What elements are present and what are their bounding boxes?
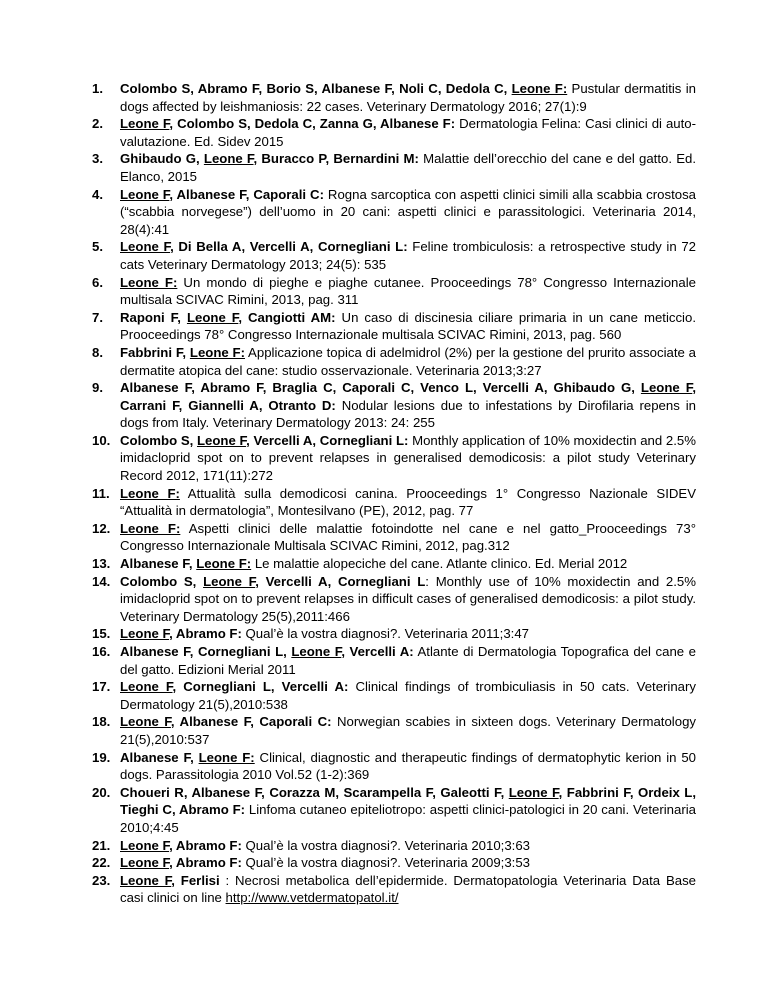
reference-authors <box>120 714 332 729</box>
reference-authors <box>120 679 348 694</box>
reference-authors <box>120 486 180 501</box>
author-names: Colombo S, <box>120 432 197 448</box>
author-names: , Cornegliani L, Vercelli A: <box>172 679 349 695</box>
reference-number: 5. <box>92 239 103 255</box>
reference-number: 15. <box>92 626 111 642</box>
reference-number: 20. <box>92 784 111 800</box>
reference-authors <box>120 151 419 166</box>
author-names: , Cangiotti AM: <box>238 309 336 325</box>
reference-item <box>92 872 696 907</box>
reference-item <box>92 309 696 344</box>
author-names: Choueri R, Albanese F, Corazza M, Scarampella F, Galeotti F, <box>120 784 509 800</box>
author-names: , Albanese F, Caporali C: <box>170 714 332 730</box>
author-names: , Carrani F, Giannelli A, Otranto D: <box>120 380 696 413</box>
reference-item <box>92 520 696 555</box>
reference-citation: : Necrosi metabolica dell’epidermide. Dermatopatologia Veterinaria Data Base casi clinici on line <box>120 872 697 906</box>
reference-number: 3. <box>92 151 103 167</box>
reference-authors <box>120 239 408 254</box>
reference-citation: Clinical, diagnostic and therapeutic findings of dermatophytic kerion in 50 dogs. Parassitologia 2010 Vol.52 (1-2):369 <box>120 749 696 783</box>
reference-item <box>92 678 696 713</box>
highlighted-author: Leone F <box>291 644 342 659</box>
reference-number: 22. <box>92 855 111 871</box>
reference-citation: Pustular dermatitis in dogs affected by leishmaniosis: 22 cases. Veterinary Dermatology 2016; 27(1):9 <box>120 81 696 114</box>
reference-number: 13. <box>92 556 111 572</box>
highlighted-author: Leone F <box>508 784 559 800</box>
reference-citation: Applicazione topica di adelmidrol (2%) per la gestione del prurito associate a dermatite atopica del cane: studio osservazionale. Veterinaria 2013;3:27 <box>120 344 696 378</box>
reference-authors <box>120 644 414 659</box>
reference-authors <box>120 556 251 571</box>
reference-item <box>92 432 696 485</box>
reference-authors <box>120 81 567 96</box>
reference-item <box>92 713 696 748</box>
reference-item <box>92 186 696 239</box>
reference-citation: Linfoma cutaneo epiteliotropo: aspetti clinici-patologici in 20 cani. Veterinaria 2010;4:45 <box>120 802 696 835</box>
highlighted-author: Leone F <box>203 151 254 167</box>
reference-citation: Feline trombiculosis: a retrospective study in 72 cats Veterinary Dermatology 2013; 24(5): 535 <box>120 239 697 272</box>
reference-item <box>92 837 696 855</box>
reference-authors <box>120 626 242 641</box>
reference-item <box>92 274 696 309</box>
reference-citation: Qual’è la vostra diagnosi?. Veterinaria 2009;3:53 <box>241 855 530 871</box>
reference-citation: Norwegian scabies in sixteen dogs. Veterinary Dermatology 21(5),2010:537 <box>120 714 696 747</box>
reference-number: 10. <box>92 432 111 448</box>
author-names: Fabbrini F, <box>120 344 190 360</box>
reference-citation: Attualità sulla demodicosi canina. Prooceedings 1° Congresso Nazionale SIDEV “Attualità in dermatologia”, Montesilvano (PE), 2012, pag. 77 <box>120 485 696 519</box>
reference-item <box>92 344 696 379</box>
author-names: , Abramo F: <box>169 837 242 853</box>
reference-item <box>92 485 696 520</box>
reference-authors <box>120 275 177 290</box>
highlighted-author: Leone F <box>120 239 171 255</box>
author-names: Ghibaudo G, <box>120 151 204 167</box>
author-names: , Buracco P, Bernardini M: <box>253 151 419 167</box>
highlighted-author: Leone F: <box>120 485 180 501</box>
reference-number: 8. <box>92 344 103 360</box>
reference-item <box>92 238 696 273</box>
highlighted-author: Leone F: <box>511 81 568 96</box>
reference-authors <box>120 855 242 870</box>
reference-authors <box>120 310 336 325</box>
highlighted-author: Leone F <box>120 679 173 695</box>
highlighted-author: Leone F <box>120 872 172 888</box>
author-names: Albanese F, Cornegliani L, <box>120 644 292 659</box>
reference-authors <box>120 521 180 536</box>
author-names: , Abramo F: <box>169 626 242 642</box>
reference-item <box>92 573 696 626</box>
reference-item <box>92 854 696 872</box>
author-names: , Vercelli A: <box>341 644 414 659</box>
reference-number: 16. <box>92 644 111 659</box>
reference-authors <box>120 187 324 202</box>
reference-list <box>92 80 696 907</box>
reference-authors <box>120 433 408 448</box>
reference-item <box>92 379 696 432</box>
author-names: , Abramo F: <box>169 855 242 871</box>
author-names: Albanese F, <box>120 749 199 765</box>
reference-link[interactable]: http://www.vetdermatopatol.it/ <box>225 890 399 906</box>
reference-citation: Qual’è la vostra diagnosi?. Veterinaria 2011;3:47 <box>241 626 530 642</box>
highlighted-author: Leone F <box>186 309 239 325</box>
author-names: , Vercelli A, Cornegliani L <box>255 573 426 589</box>
reference-item <box>92 150 696 185</box>
author-names: , Albanese F, Caporali C: <box>169 186 324 202</box>
reference-citation: Clinical findings of trombiculiasis in 50 cats. Veterinary Dermatology 21(5),2010:538 <box>120 679 696 712</box>
highlighted-author: Leone F <box>120 116 170 132</box>
reference-citation: Nodular lesions due to infestations by Dirofilaria repens in dogs from Italy. Veterinary Dermatology 2013: 24: 255 <box>120 397 696 431</box>
reference-item <box>92 115 696 150</box>
highlighted-author: Leone F <box>120 714 171 730</box>
reference-item <box>92 643 696 678</box>
reference-citation: Malattie dell’orecchio del cane e del gatto. Ed. Elanco, 2015 <box>120 151 696 184</box>
reference-number: 9. <box>92 380 103 396</box>
author-names: , Colombo S, Dedola C, Zanna G, Albanese F: <box>169 116 456 132</box>
highlighted-author: Leone F <box>120 855 170 871</box>
author-names: , Di Bella A, Vercelli A, Cornegliani L: <box>170 239 408 255</box>
author-names: Raponi F, <box>120 309 187 325</box>
reference-item <box>92 749 696 784</box>
reference-citation: Qual’è la vostra diagnosi?. Veterinaria 2010;3:63 <box>241 837 530 853</box>
reference-citation: Monthly application of 10% moxidectin and 2.5% imidacloprid spot on to prevent relapses in generalised demodicosis: a pilot study Veterinary Record 2012, 171(11):272 <box>120 432 696 484</box>
reference-number: 12. <box>92 520 111 536</box>
reference-citation: Atlante di Dermatologia Topografica del cane e del gatto. Edizioni Merial 2011 <box>120 644 696 677</box>
reference-authors <box>120 116 455 131</box>
author-names: Albanese F, Abramo F, Braglia C, Caporali C, Venco L, Vercelli A, Ghibaudo G, <box>120 380 641 396</box>
highlighted-author: Leone F <box>120 626 170 642</box>
highlighted-author: Leone F <box>640 380 693 396</box>
author-names: Colombo S, <box>120 573 204 589</box>
author-names: , Fabbrini F, Ordeix L, Tieghi C, Abramo F: <box>120 784 696 818</box>
reference-number: 7. <box>92 309 103 325</box>
reference-number: 18. <box>92 714 111 730</box>
reference-number: 19. <box>92 749 111 765</box>
highlighted-author: Leone F <box>196 432 247 448</box>
author-names: , Ferlisi <box>171 872 220 888</box>
reference-authors <box>120 345 245 360</box>
reference-authors <box>120 873 220 888</box>
reference-citation: Un caso di discinesia ciliare primaria in un cane meticcio. Prooceedings 78° Congresso Internazionale multisala SCIVAC Rimini, 2013, pag. 560 <box>120 309 696 343</box>
highlighted-author: Leone F: <box>120 520 181 536</box>
reference-number: 1. <box>92 81 103 96</box>
reference-citation: : Monthly use of 10% moxidectin and 2.5% imidacloprid spot on to prevent relapses in difficult cases of generalised demodicosis: a pilot study. Veterinary Dermatology 25(5),2011:466 <box>120 573 696 624</box>
reference-number: 14. <box>92 573 111 589</box>
highlighted-author: Leone F: <box>120 274 178 290</box>
reference-item <box>92 625 696 643</box>
reference-authors <box>120 574 425 589</box>
reference-citation: Le malattie alopeciche del cane. Atlante clinico. Ed. Merial 2012 <box>251 556 628 572</box>
highlighted-author: Leone F <box>120 837 170 853</box>
highlighted-author: Leone F: <box>198 749 255 765</box>
reference-item <box>92 555 696 573</box>
reference-item <box>92 80 696 115</box>
author-names: Colombo S, Abramo F, Borio S, Albanese F, Noli C, Dedola C, <box>120 81 512 96</box>
reference-citation: Rogna sarcoptica con aspetti clinici simili alla scabbia crostosa (“scabbia norvegese”) dell’uomo in 20 cani: aspetti clinici e parassitologici. Veterinaria 2014, 28(4):41 <box>120 186 697 237</box>
reference-item <box>92 784 696 837</box>
author-names: Albanese F, <box>120 556 197 572</box>
reference-citation: Un mondo di pieghe e piaghe cutanee. Prooceedings 78° Congresso Internazionale multisala SCIVAC Rimini, 2013, pag. 311 <box>120 274 696 308</box>
reference-authors <box>120 750 255 765</box>
reference-number: 2. <box>92 116 103 132</box>
highlighted-author: Leone F <box>120 186 170 202</box>
reference-number: 6. <box>92 274 103 290</box>
highlighted-author: Leone F: <box>196 556 252 572</box>
reference-number: 23. <box>92 872 111 888</box>
reference-number: 21. <box>92 837 111 853</box>
reference-number: 4. <box>92 186 103 202</box>
highlighted-author: Leone F <box>203 573 256 589</box>
reference-citation: Aspetti clinici delle malattie fotoindotte nel cane e nel gatto_Prooceedings 73° Congresso Internazionale Multisala SCIVAC Rimini, 2012, pag.312 <box>120 520 696 554</box>
author-names: , Vercelli A, Cornegliani L: <box>246 432 409 448</box>
reference-citation: Dermatologia Felina: Casi clinici di auto-valutazione. Ed. Sidev 2015 <box>120 116 696 149</box>
reference-number: 11. <box>92 485 110 501</box>
reference-authors <box>120 838 242 853</box>
reference-number: 17. <box>92 679 111 695</box>
highlighted-author: Leone F: <box>189 344 245 360</box>
